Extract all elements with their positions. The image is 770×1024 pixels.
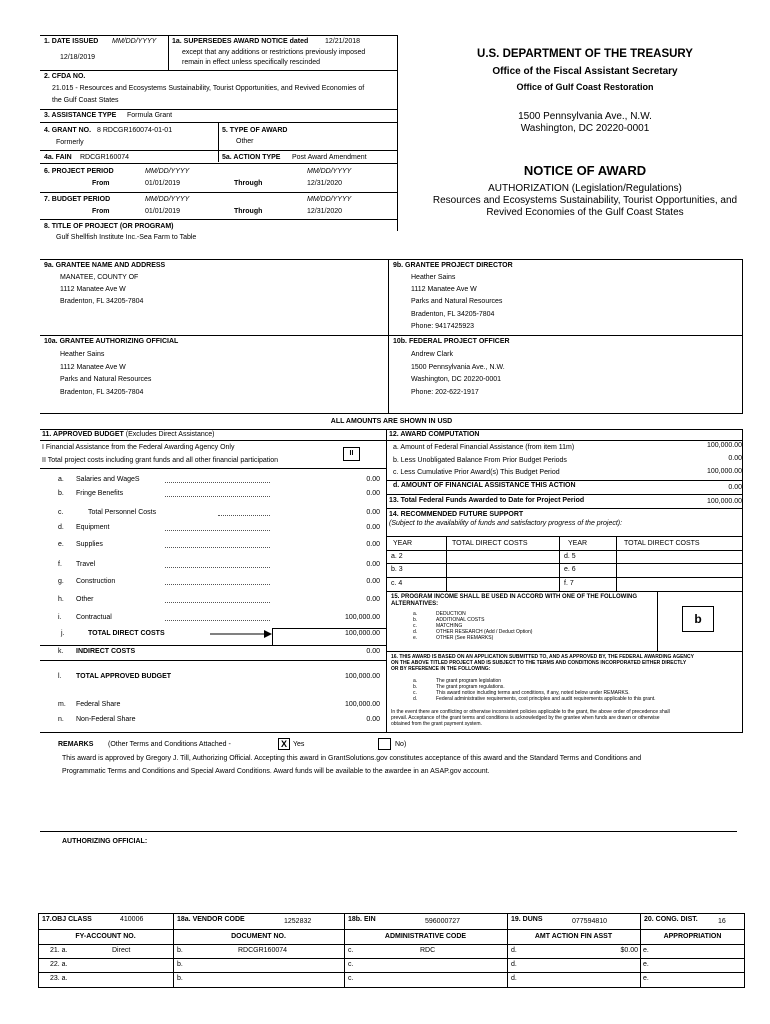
acct-amount: $0.00 — [620, 947, 638, 954]
cfda-value-2: the Gulf Coast States — [52, 97, 119, 104]
basis-item: Federal administrative requirements, cost principles and audit requirements applicable to this grant. — [436, 696, 656, 702]
duns-label: 19. DUNS — [511, 916, 543, 923]
acct-fy-account: Direct — [112, 947, 131, 954]
computation-a-value: 100,000.00 — [706, 442, 742, 449]
approved-budget-heading — [42, 431, 214, 439]
vendor-code-value: 1252832 — [284, 918, 312, 925]
basis-item: This award notice including terms and conditions, if any, noted below under REMARKS. — [436, 690, 630, 696]
date-issued-label: 1. DATE ISSUED — [44, 38, 99, 45]
budget-row-letter: e. — [58, 541, 64, 548]
supersedes-date: 12/21/2018 — [325, 38, 361, 45]
basis-letter: d. — [413, 696, 418, 702]
dot-leader — [165, 567, 270, 568]
budget-row-letter: c. — [58, 509, 64, 516]
auth-official-line: 1112 Manatee Ave W — [60, 364, 126, 371]
program-income-label: 15. PROGRAM INCOME SHALL BE USED IN ACCORD WITH ONE OF THE FOLLOWING — [391, 594, 638, 600]
acct-d-label: d. — [511, 975, 517, 982]
program-income-option: DEDUCTION — [436, 611, 466, 617]
budget-row-value: 0.00 — [366, 476, 380, 483]
budget-row-letter: n. — [58, 716, 64, 723]
fed-officer-line: Phone: 202-622-1917 — [411, 389, 479, 396]
fain-label: 4a. FAIN — [44, 154, 72, 161]
budget-row-letter: f. — [58, 561, 62, 568]
budget-row-letter: i. — [58, 614, 62, 621]
remarks-text-2: Programmatic Terms and Conditions and Special Award Conditions. Award funds will be available to the awardee in an ASAP.gov account. — [62, 768, 490, 775]
arrow-right-icon — [210, 629, 272, 639]
pp-from-label: From — [92, 180, 110, 187]
award-type-value: Other — [236, 138, 254, 145]
pp-through-value: 12/31/2020 — [307, 180, 343, 187]
authorization-label: AUTHORIZATION (Legislation/Regulations) — [488, 183, 682, 194]
grantee-line: 1112 Manatee Ave W — [60, 286, 126, 293]
future-row: b. 3 — [391, 566, 403, 573]
bp-through-value: 12/31/2020 — [307, 208, 343, 215]
acct-d-label: d. — [511, 947, 517, 954]
basis-letter: b. — [413, 684, 418, 690]
budget-row-letter: j. — [61, 630, 65, 637]
remarks-no-checkbox[interactable] — [378, 738, 391, 750]
budget-row-label: Salaries and WageS — [76, 476, 140, 483]
future-tdc-header: TOTAL DIRECT COSTS — [624, 540, 700, 547]
budget-row-label: Construction — [76, 578, 116, 585]
cong-dist-label: 20. CONG. DIST. — [644, 916, 698, 923]
approved-budget-note: (Excludes Direct Assistance) — [125, 431, 215, 438]
col-admin-code: ADMINISTRATIVE CODE — [384, 933, 467, 940]
project-title-label: 8. TITLE OF PROJECT (OR PROGRAM) — [44, 223, 174, 230]
bp-through-format: MM/DD/YYYY — [307, 196, 352, 203]
future-row: e. 6 — [564, 566, 576, 573]
acct-row-label: 21. a. — [50, 947, 68, 954]
director-line: Heather Sains — [411, 274, 456, 281]
acct-e-label: e. — [643, 947, 649, 954]
fed-officer-line: Andrew Clark — [411, 351, 454, 358]
supersedes-label: 1a. SUPERSEDES AWARD NOTICE dated — [172, 38, 309, 45]
remarks-attached: (Other Terms and Conditions Attached - — [108, 741, 231, 748]
director-line: Phone: 9417425923 — [411, 323, 475, 330]
computation-a: a. Amount of Federal Financial Assistance (from item 11m) — [393, 444, 575, 451]
fain-value: RDCGR160074 — [80, 154, 130, 161]
notice-of-award-title: NOTICE OF AWARD — [523, 163, 647, 178]
future-row: a. 2 — [391, 553, 403, 560]
budget-row-value: 0.00 — [366, 596, 380, 603]
grant-no-label: 4. GRANT NO. — [44, 127, 92, 134]
dot-leader — [218, 515, 270, 516]
sub-office-title: Office of Gulf Coast Restoration — [516, 82, 654, 92]
future-support-label: 14. RECOMMENDED FUTURE SUPPORT — [389, 511, 524, 518]
budget-row-label: TOTAL APPROVED BUDGET — [76, 673, 172, 680]
program-income-option: OTHER RESEARCH (Add / Deduct Option) — [436, 629, 533, 635]
remarks-yes-label: Yes — [293, 741, 305, 748]
auth-official-line: Heather Sains — [60, 351, 105, 358]
budget-row-value: 0.00 — [366, 524, 380, 531]
basis-letter: a. — [413, 678, 418, 684]
vendor-code-label: 18a. VENDOR CODE — [177, 916, 245, 923]
budget-row-label: Contractual — [76, 614, 112, 621]
dept-title: U.S. DEPARTMENT OF THE TREASURY — [477, 48, 693, 60]
bp-through-label: Through — [234, 208, 263, 215]
acct-b-label: b. — [177, 961, 183, 968]
dot-leader — [165, 530, 270, 531]
col-document-no: DOCUMENT NO. — [231, 933, 286, 940]
future-year-header: YEAR — [393, 540, 413, 547]
director-label: 9b. GRANTEE PROJECT DIRECTOR — [393, 262, 513, 269]
budget-row-label: Federal Share — [76, 701, 121, 708]
future-year-header: YEAR — [568, 540, 588, 547]
budget-row-value: 0.00 — [366, 561, 380, 568]
budget-row-value: 0.00 — [366, 578, 380, 585]
budget-row-letter: a. — [58, 476, 64, 483]
formerly-label: Formerly — [56, 139, 84, 146]
future-row: d. 5 — [564, 553, 576, 560]
budget-line-i: I Financial Assistance from the Federal Awarding Agency Only — [42, 444, 235, 451]
budget-type-box: II — [343, 447, 360, 461]
pp-through-label: Through — [234, 180, 263, 187]
budget-row-label: Other — [76, 596, 94, 603]
remarks-label: REMARKS — [58, 741, 94, 748]
pp-from-value: 01/01/2019 — [145, 180, 181, 187]
budget-row-label: Travel — [76, 561, 96, 568]
future-tdc-header: TOTAL DIRECT COSTS — [452, 540, 528, 547]
dot-leader — [165, 496, 270, 497]
dot-leader — [165, 620, 270, 621]
director-line: Bradenton, FL 34205-7804 — [411, 311, 495, 318]
budget-row-letter: m. — [58, 701, 66, 708]
pp-from-format: MM/DD/YYYY — [145, 168, 190, 175]
auth-official-line: Bradenton, FL 34205-7804 — [60, 389, 144, 396]
authorization-line-2: Resources and Ecosystems Sustainability, Tourist Opportunities, and — [432, 195, 738, 206]
budget-row-label: Non-Federal Share — [76, 716, 136, 723]
acct-c-label: c. — [348, 975, 354, 982]
dot-leader — [165, 584, 270, 585]
date-format-hint: MM/DD/YYYY — [112, 38, 157, 45]
header-address-2: Washington, DC 20220-0001 — [520, 123, 650, 134]
acct-b-label: b. — [177, 975, 183, 982]
budget-row-label: Fringe Benefits — [76, 490, 124, 497]
action-type-label: 5a. ACTION TYPE — [222, 154, 281, 161]
budget-row-label: TOTAL DIRECT COSTS — [88, 630, 165, 637]
acct-c-label: c. — [348, 947, 354, 954]
computation-label: 12. AWARD COMPUTATION — [389, 431, 480, 438]
supersedes-note-1: except that any additions or restrictions previously imposed — [182, 49, 366, 56]
budget-row-value: 0.00 — [366, 509, 380, 516]
cong-dist-value: 16 — [718, 918, 726, 925]
program-income-choice: b — [682, 606, 714, 632]
assistance-type-label: 3. ASSISTANCE TYPE — [44, 112, 117, 119]
program-income-letter: a. — [413, 611, 418, 617]
future-row: c. 4 — [391, 580, 403, 587]
acct-e-label: e. — [643, 975, 649, 982]
col-appropriation: APPROPRIATION — [663, 933, 722, 940]
program-income-letter: d. — [413, 629, 418, 635]
future-support-note: (Subject to the availability of funds and satisfactory progress of the project): — [389, 520, 623, 527]
ein-value: 596000727 — [425, 918, 461, 925]
assistance-type-value: Formula Grant — [127, 112, 173, 119]
computation-d-value: 0.00 — [728, 484, 742, 491]
budget-row-letter: d. — [58, 524, 64, 531]
project-period-label: 6. PROJECT PERIOD — [44, 168, 114, 175]
fed-officer-line: Washington, DC 20220-0001 — [411, 376, 502, 383]
accounting-table — [38, 913, 745, 988]
all-amounts-usd: ALL AMOUNTS ARE SHOWN IN USD — [330, 418, 453, 425]
acct-row-label: 22. a. — [50, 961, 68, 968]
budget-row-letter: h. — [58, 596, 64, 603]
grantee-line: MANATEE, COUNTY OF — [60, 274, 139, 281]
acct-document-no: RDCGR160074 — [238, 947, 288, 954]
approved-budget-label: 11. APPROVED BUDGET — [42, 431, 124, 438]
program-income-letter: c. — [413, 623, 417, 629]
auth-official-line: Parks and Natural Resources — [60, 376, 152, 383]
computation-d: d. AMOUNT OF FINANCIAL ASSISTANCE THIS ACTION — [393, 482, 576, 489]
future-row: f. 7 — [564, 580, 574, 587]
basis-note-3: obtained from the grant payment system. — [391, 721, 482, 727]
cfda-value-1: 21.015 - Resources and Ecosystems Sustainability, Tourist Opportunities, and Revived Economies of — [52, 85, 365, 92]
budget-row-letter: b. — [58, 490, 64, 497]
program-income-label-2: ALTERNATIVES: — [391, 601, 439, 607]
budget-row-value: 0.00 — [366, 541, 380, 548]
basis-line-3: OR BY REFERENCE IN THE FOLLOWING: — [391, 666, 491, 672]
grant-no-value: 8 RDCGR160074-01-01 — [97, 127, 173, 134]
basis-note-1: In the event there are conflicting or otherwise inconsistent policies applicable to the grant, the above order of precedence shall — [391, 709, 670, 715]
budget-row-value: 0.00 — [366, 648, 380, 655]
budget-row-value: 0.00 — [366, 490, 380, 497]
program-income-option: OTHER (See REMARKS) — [436, 635, 494, 641]
dot-leader — [165, 602, 270, 603]
authorization-line-3: Revived Economies of the Gulf Coast States — [486, 207, 684, 218]
fed-officer-line: 1500 Pennsylvania Ave., N.W. — [411, 364, 505, 371]
program-income-option: MATCHING — [436, 623, 463, 629]
budget-row-label: Total Personnel Costs — [88, 509, 157, 516]
total-13-value: 100,000.00 — [706, 498, 742, 505]
budget-row-letter: g. — [58, 578, 64, 585]
auth-official-label: 10a. GRANTEE AUTHORIZING OFFICIAL — [44, 338, 179, 345]
acct-d-label: d. — [511, 961, 517, 968]
acct-row-label: 23. a. — [50, 975, 68, 982]
fed-officer-label: 10b. FEDERAL PROJECT OFFICER — [393, 338, 510, 345]
basis-item: The grant program regulations. — [436, 684, 505, 690]
acct-b-label: b. — [177, 947, 183, 954]
program-income-letter: b. — [413, 617, 418, 623]
basis-line-1: 16. THIS AWARD IS BASED ON AN APPLICATION SUBMITTED TO, AND AS APPROVED BY, THE FEDERAL AWARDING AGENCY — [391, 654, 694, 660]
ein-label: 18b. EIN — [348, 916, 376, 923]
action-type-value: Post Award Amendment — [292, 154, 367, 161]
cfda-label: 2. CFDA NO. — [44, 73, 86, 80]
obj-class-value: 410006 — [120, 916, 144, 923]
director-line: Parks and Natural Resources — [411, 298, 503, 305]
computation-b: b. Less Unobligated Balance From Prior Budget Periods — [393, 457, 567, 464]
acct-admin-code: RDC — [420, 947, 436, 954]
computation-c: c. Less Cumulative Prior Award(s) This Budget Period — [393, 469, 560, 476]
date-issued-value: 12/18/2019 — [60, 54, 96, 61]
budget-row-value: 100,000.00 — [344, 614, 380, 621]
remarks-no-label: No) — [395, 741, 407, 748]
budget-line-ii: II Total project costs including grant funds and all other financial participation — [42, 457, 279, 464]
acct-c-label: c. — [348, 961, 354, 968]
budget-row-value: 100,000.00 — [344, 630, 380, 637]
director-line: 1112 Manatee Ave W — [411, 286, 477, 293]
budget-row-value: 100,000.00 — [344, 673, 380, 680]
remarks-yes-checkbox[interactable]: X — [278, 738, 290, 750]
pp-through-format: MM/DD/YYYY — [307, 168, 352, 175]
total-13-label: 13. Total Federal Funds Awarded to Date for Project Period — [389, 497, 585, 504]
computation-b-value: 0.00 — [728, 455, 742, 462]
budget-row-letter: l. — [58, 673, 62, 680]
project-title-value: Gulf Shellfish Institute Inc.-Sea Farm to Table — [56, 234, 197, 241]
acct-e-label: e. — [643, 961, 649, 968]
basis-item: The grant program legislation — [436, 678, 502, 684]
budget-period-label: 7. BUDGET PERIOD — [44, 196, 111, 203]
header-address-1: 1500 Pennsylvania Ave., N.W. — [518, 111, 652, 122]
supersedes-note-2: remain in effect unless specifically rescinded — [182, 59, 320, 66]
col-amt-action: AMT ACTION FIN ASST — [534, 933, 613, 940]
obj-class-label: 17.OBJ CLASS — [42, 916, 92, 923]
basis-line-2: ON THE ABOVE TITLED PROJECT AND IS SUBJECT TO THE TERMS AND CONDITIONS INCORPORATED EITHER DIRECTLY — [391, 660, 687, 666]
bp-from-value: 01/01/2019 — [145, 208, 181, 215]
remarks-text-1: This award is approved by Gregory J. Till, Authorizing Official. Accepting this award in GrantSolutions.gov constitutes acceptance of this award and the Standard Terms and Conditions and — [62, 755, 642, 762]
budget-row-letter: k. — [58, 648, 64, 655]
bp-from-format: MM/DD/YYYY — [145, 196, 190, 203]
basis-note-2: prevail. Acceptance of the grant terms and conditions is acknowledged by the grantee when funds are drawn or otherwise — [391, 715, 660, 721]
award-type-label: 5. TYPE OF AWARD — [222, 127, 288, 134]
dot-leader — [165, 547, 270, 548]
program-income-option: ADDITIONAL COSTS — [436, 617, 485, 623]
budget-row-label: Equipment — [76, 524, 110, 531]
budget-row-value: 100,000.00 — [344, 701, 380, 708]
grantee-label: 9a. GRANTEE NAME AND ADDRESS — [44, 262, 166, 269]
duns-value: 077594810 — [572, 918, 608, 925]
col-fy-account: FY-ACCOUNT NO. — [75, 933, 136, 940]
budget-row-value: 0.00 — [366, 716, 380, 723]
budget-row-label: Supplies — [76, 541, 103, 548]
office-title: Office of the Fiscal Assistant Secretary — [492, 66, 678, 77]
dot-leader — [165, 482, 270, 483]
bp-from-label: From — [92, 208, 110, 215]
program-income-letter: e. — [413, 635, 418, 641]
computation-c-value: 100,000.00 — [706, 468, 742, 475]
authorizing-official-label: AUTHORIZING OFFICIAL: — [62, 838, 148, 845]
grantee-line: Bradenton, FL 34205-7804 — [60, 298, 144, 305]
budget-row-label: INDIRECT COSTS — [76, 648, 136, 655]
basis-letter: c. — [413, 690, 417, 696]
